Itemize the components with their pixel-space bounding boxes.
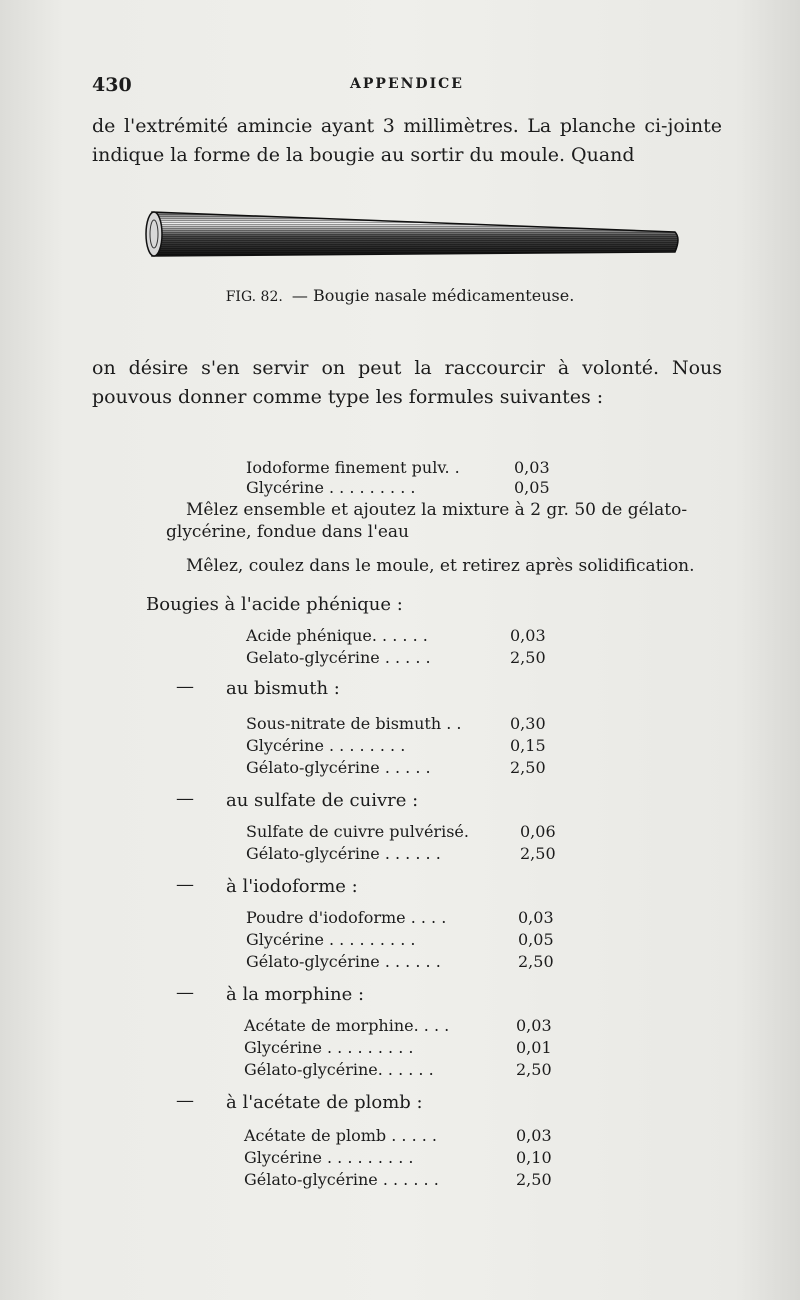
subsection-heading: à l'acétate de plomb : — [226, 1092, 423, 1113]
instruction-line: Mêlez, coulez dans le moule, et retirez après solidification. — [186, 556, 695, 576]
ingredient-name: Glycérine . . . . . . . . . — [244, 1148, 414, 1167]
ditto-dash: — — [176, 982, 194, 1003]
ingredient-quantity: 0,01 — [516, 1038, 552, 1057]
ingredient-quantity: 2,50 — [520, 844, 556, 863]
ditto-dash: — — [176, 788, 194, 809]
ingredient-name: Gélato-glycérine . . . . . . — [244, 1170, 439, 1189]
ingredient-name: Glycérine . . . . . . . . . — [246, 478, 416, 497]
subsection-heading: au sulfate de cuivre : — [226, 790, 419, 811]
ingredient-quantity: 2,50 — [518, 952, 554, 971]
ingredient-name: Gelato-glycérine . . . . . — [246, 648, 431, 667]
section-heading: Bougies à l'acide phénique : — [146, 594, 403, 615]
page-header — [92, 74, 722, 100]
ingredient-quantity: 2,50 — [510, 648, 546, 667]
page-number: 430 — [92, 74, 132, 96]
ditto-dash: — — [176, 676, 194, 697]
ingredient-name: Gélato-glycérine . . . . . . — [246, 844, 441, 863]
ditto-dash: — — [176, 1090, 194, 1111]
ditto-dash: — — [176, 874, 194, 895]
ingredient-name: Glycérine . . . . . . . . . — [244, 1038, 414, 1057]
figure-label: FIG. 82. — [225, 289, 283, 305]
ingredient-name: Acétate de morphine. . . . — [244, 1016, 450, 1035]
running-title: APPENDICE — [350, 76, 464, 92]
subsection-heading: à la morphine : — [226, 984, 365, 1005]
figure-caption — [0, 286, 800, 305]
ingredient-quantity: 2,50 — [516, 1060, 552, 1079]
figure-title: Bougie nasale médicamenteuse. — [312, 286, 575, 305]
ingredient-name: Glycérine . . . . . . . . . — [246, 930, 416, 949]
ingredient-name: Sulfate de cuivre pulvérisé. — [246, 822, 469, 841]
ingredient-quantity: 0,05 — [514, 478, 550, 497]
paragraph-intro: de l'extrémité amincie ayant 3 millimètres. La planche ci-jointe indique la forme de la bougie au sortir du moule. Quand — [92, 115, 722, 166]
ingredient-name: Gélato-glycérine . . . . . — [246, 758, 431, 777]
ingredient-quantity: 0,03 — [514, 458, 550, 477]
ingredient-quantity: 0,30 — [510, 714, 546, 733]
subsection-heading: à l'iodoforme : — [226, 876, 358, 897]
ingredient-name: Gélato-glycérine . . . . . . — [246, 952, 441, 971]
nasal-bougie-figure — [140, 206, 685, 258]
ingredient-quantity: 0,06 — [520, 822, 556, 841]
ingredient-quantity: 0,05 — [518, 930, 554, 949]
ingredient-quantity: 0,03 — [518, 908, 554, 927]
ingredient-name: Gélato-glycérine. . . . . . — [244, 1060, 434, 1079]
ingredient-name: Iodoforme finement pulv. . — [246, 458, 460, 477]
caption-separator: — — [291, 286, 308, 305]
instruction-line: Mêlez ensemble et ajoutez la mixture à 2 gr. 50 de gélato- — [186, 500, 688, 520]
ingredient-name: Poudre d'iodoforme . . . . — [246, 908, 447, 927]
ingredient-quantity: 0,15 — [510, 736, 546, 755]
ingredient-name: Sous-nitrate de bismuth . . — [246, 714, 462, 733]
paragraph-formulas-intro: on désire s'en servir on peut la raccourcir à volonté. Nous pouvous donner comme type les formules suivantes : — [92, 357, 722, 408]
ingredient-name: Acide phénique. . . . . . — [246, 626, 428, 645]
ingredient-name: Glycérine . . . . . . . . — [246, 736, 406, 755]
subsection-heading: au bismuth : — [226, 678, 340, 699]
ingredient-quantity: 0,03 — [516, 1016, 552, 1035]
ingredient-quantity: 0,03 — [516, 1126, 552, 1145]
instruction-line: glycérine, fondue dans l'eau — [166, 522, 410, 542]
ingredient-quantity: 2,50 — [510, 758, 546, 777]
ingredient-name: Acétate de plomb . . . . . — [244, 1126, 437, 1145]
ingredient-quantity: 2,50 — [516, 1170, 552, 1189]
ingredient-quantity: 0,03 — [510, 626, 546, 645]
ingredient-quantity: 0,10 — [516, 1148, 552, 1167]
